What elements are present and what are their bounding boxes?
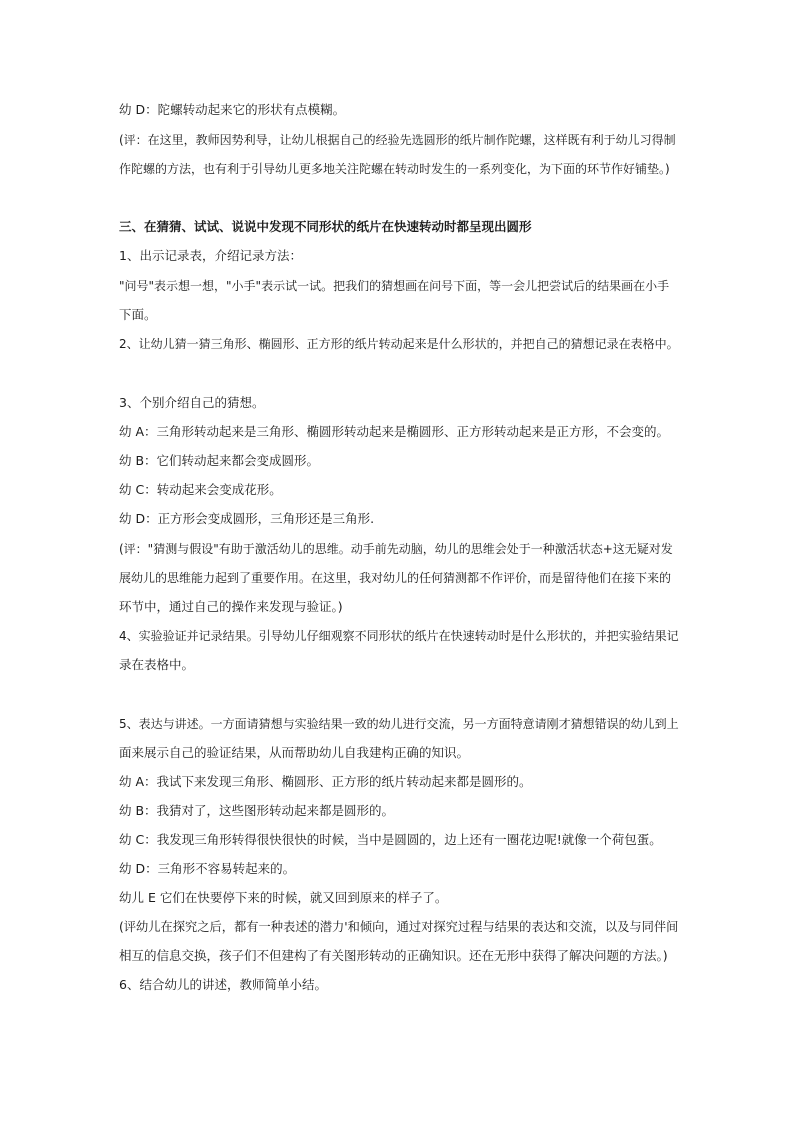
step-line: 3、个别介绍自己的猜想。 [119, 395, 265, 410]
step-line: 录在表格中。 [119, 657, 195, 672]
dialogue-line: 幼儿 E 它们在快要停下来的时候，就又回到原来的样子了。 [119, 890, 448, 905]
dialogue-line: 幼 A：我试下来发现三角形、椭圆形、正方形的纸片转动起来都是圆形的。 [119, 774, 532, 789]
step-line: 2、让幼儿猜一猜三角形、椭圆形、正方形的纸片转动起来是什么形状的，并把自己的猜想记录在表格中。 [119, 337, 679, 351]
comment-line: 环节中，通过自己的操作来发现与验证。) [119, 599, 343, 614]
dialogue-line: 幼 B：我猜对了，这些图形转动起来都是圆形的。 [119, 803, 395, 818]
section-heading: 三、在猜猜、试试、说说中发现不同形状的纸片在快速转动时都呈现出圆形 [119, 219, 532, 234]
comment-line: 作陀螺的方法，也有利于引导幼儿更多地关注陀螺在转动时发生的一系列变化，为下面的环节作好铺垫。) [119, 162, 670, 176]
comment-line: 展幼儿的思维能力起到了重要作用。在这里，我对幼儿的任何猜测都不作评价，而是留待他们在接下来的 [119, 571, 672, 585]
step-line: 面来展示自己的验证结果，从而帮助幼儿自我建构正确的知识。 [119, 745, 470, 760]
dialogue-line: 幼 B：它们转动起来都会变成圆形。 [119, 453, 320, 468]
dialogue-line: 幼 C：转动起来会变成花形。 [119, 482, 282, 497]
dialogue-line: 幼 C：我发现三角形转得很快很快的时候，当中是圆圆的，边上还有一圈花边呢!就像一个荷包蛋。 [119, 832, 662, 847]
step-line: 6、结合幼儿的讲述，教师简单小结。 [119, 977, 327, 992]
step-line: 1、出示记录表，介绍记录方法： [119, 248, 302, 263]
dialogue-line: 幼 D：三角形不容易转起来的。 [119, 861, 296, 876]
dialogue-line: 幼 A：三角形转动起来是三角形、椭圆形转动起来是椭圆形、正方形转动起来是正方形，不会变的。 [119, 424, 670, 439]
comment-line: (评幼儿在探究之后，都有一种表述的潜力'和倾向，通过对探究过程与结果的表达和交流，以及与同伴间 [119, 920, 679, 934]
paragraph-line: "问号"表示想一想，"小手"表示试一试。把我们的猜想画在问号下面，等一会儿把尝试后的结果画在小手 [119, 279, 670, 293]
step-line: 5、表达与讲述。一方面请猜想与实验结果一致的幼儿进行交流，另一方面特意请刚才猜想错误的幼儿到上 [119, 717, 679, 731]
comment-line: (评："猜测与假设"有助于激活幼儿的思维。动手前先动脑，幼儿的思维会处于一种激活状态+这无疑对发 [119, 542, 673, 556]
comment-line: 相互的信息交换，孩子们不但建构了有关图形转动的正确知识。还在无形中获得了解决问题的方法。) [119, 948, 668, 963]
paragraph-line: 下面。 [119, 307, 157, 322]
dialogue-line: 幼 D：陀螺转动起来它的形状有点模糊。 [119, 102, 346, 117]
comment-line: (评：在这里，教师因势利导，让幼儿根据自己的经验先选圆形的纸片制作陀螺，这样既有利于幼儿习得制 [119, 133, 676, 147]
dialogue-line: 幼 D：正方形会变成圆形，三角形还是三角形. [119, 511, 375, 526]
step-line: 4、实验验证并记录结果。引导幼儿仔细观察不同形状的纸片在快速转动时是什么形状的，并把实验结果记 [119, 629, 679, 643]
